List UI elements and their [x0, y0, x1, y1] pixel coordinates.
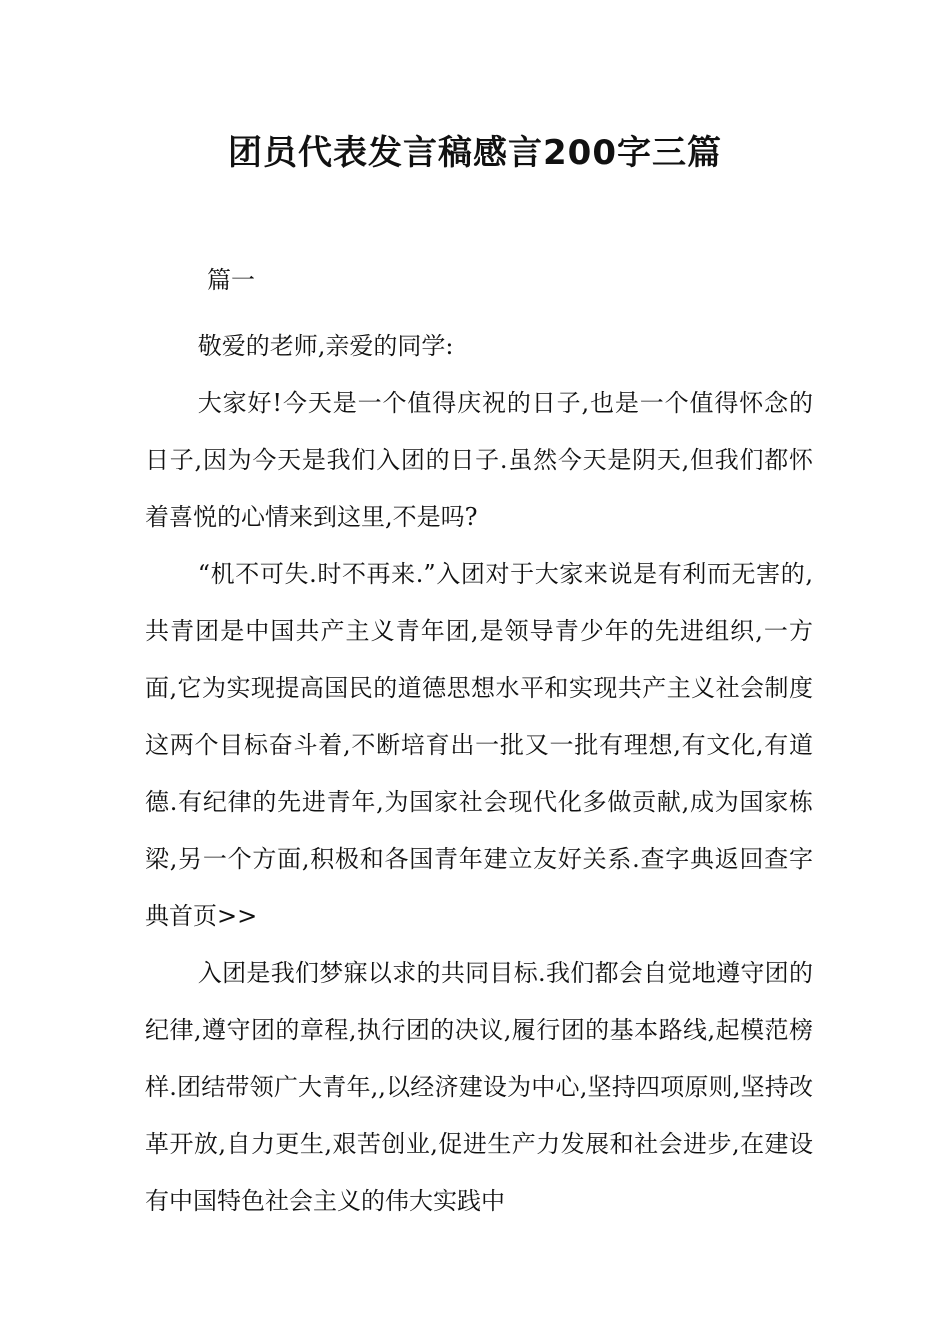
salutation-paragraph: 敬爱的老师,亲爱的同学: [197, 332, 454, 360]
document-body [145, 318, 813, 1230]
document-title: 团员代表发言稿感言200字三篇 [228, 133, 722, 173]
section-label: 篇一 [207, 266, 255, 294]
body-paragraph-3: 入团是我们梦寐以求的共同目标.我们都会自觉地遵守团的纪律,遵守团的章程,执行团的决议,履行团的基本路线,起模范榜样.团结带领广大青年,,以经济建设为中心,坚持四项原则,坚持改革开放,自力更生,艰苦创业,促进生产力发展和社会进步,在建设有中国特色社会主义的伟大实践中 [145, 959, 813, 1215]
body-paragraph-1: 大家好!今天是一个值得庆祝的日子,也是一个值得怀念的日子,因为今天是我们入团的日子.虽然今天是阴天,但我们都怀着喜悦的心情来到这里,不是吗? [145, 389, 813, 531]
body-paragraph-2: “机不可失.时不再来.”入团对于大家来说是有利而无害的,共青团是中国共产主义青年团,是领导青少年的先进组织,一方面,它为实现提高国民的道德思想水平和实现共产主义社会制度这两个目标奋斗着,不断培育出一批又一批有理想,有文化,有道德.有纪律的先进青年,为国家社会现代化多做贡献,成为国家栋梁,另一个方面,积极和各国青年建立友好关系.查字典返回查字典首页>> [145, 560, 813, 930]
